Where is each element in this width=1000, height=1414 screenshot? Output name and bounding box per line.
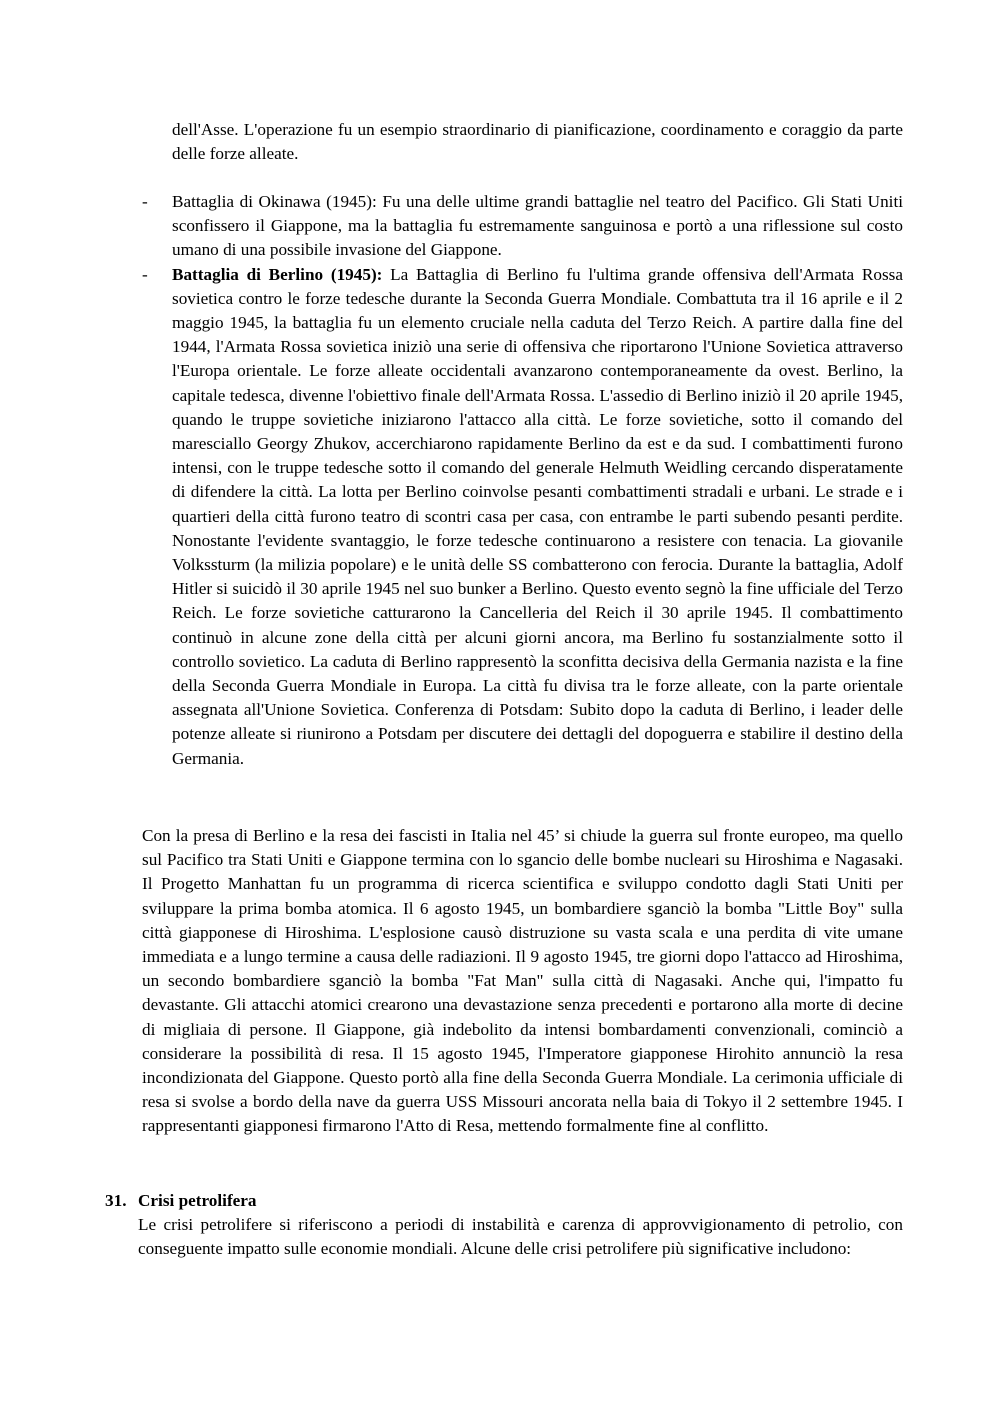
list-item-title: Battaglia di Berlino (1945): xyxy=(172,264,383,284)
list-item-text: Battaglia di Okinawa (1945): Fu una delle ultime grandi battaglie nel teatro del Pacifico. Gli Stati Uniti sconfissero il Giappone, ma la battaglia fu estremamente sanguinosa e portò a una riflessione sul costo umano di una possibile invasione del Giappone. xyxy=(172,192,903,260)
section-body: Le crisi petrolifere si riferiscono a periodi di instabilità e carenza di approvvigionamento di petrolio, con conseguente impatto sulle economie mondiali. Alcune delle crisi petrolifere più significative includono: xyxy=(138,1215,903,1259)
list-dash: - xyxy=(142,264,148,284)
list-item-okinawa xyxy=(142,190,903,263)
list-dash: - xyxy=(142,192,148,211)
continuation-text: dell'Asse. L'operazione fu un esempio straordinario di pianificazione, coordinamento e coraggio da parte delle forze alleate. xyxy=(172,120,903,164)
section-crisi-petrolifera xyxy=(105,1189,903,1262)
section-heading xyxy=(105,1189,903,1213)
section-number: 31. xyxy=(105,1191,127,1210)
list-item-text: La Battaglia di Berlino fu l'ultima grande offensiva dell'Armata Rossa sovietica contro le forze tedesche durante la Seconda Guerra Mondiale. Combattuta tra il 16 aprile e il 2 maggio 1945, la battaglia fu un elemento cruciale nella caduta del Terzo Reich. A partire dalla fine del 1944, l'Armata Rossa sovietica iniziò una serie di offensiva che riportarono l'Unione Sovietica attraverso l'Europa orientale. Le forze alleate occidentali avanzarono contemporaneamente da ovest. Berlino, la capitale tedesca, divenne l'obiettivo finale dell'Armata Rossa. L'assedio di Berlino iniziò il 20 aprile 1945, quando le truppe sovietiche iniziarono l'attacco alla città. Le forze sovietiche, sotto il comando del maresciallo Georgy Zhukov, accerchiarono rapidamente Berlino da est e da sud. I combattimenti furono intensi, con le truppe tedesche sotto il comando del generale Helmuth Weidling cercando disperatamente di difendere la città. La lotta per Berlino coinvolse pesanti combattimenti stradali e urbani. Le strade e i quartieri della città furono teatro di scontri casa per casa, con entrambe le parti subendo pesanti perdite. Nonostante l'evidente svantaggio, le forze tedesche continuarono a resistere con tenacia. La giovanile Volkssturm (la milizia popolare) e le unità delle SS combatterono con ferocia. Durante la battaglia, Adolf Hitler si suicidò il 30 aprile 1945 nel suo bunker a Berlino. Questo evento segnò la fine ufficiale del Terzo Reich. Le forze sovietiche catturarono la Cancelleria del Reich il 30 aprile 1945. Il combattimento continuò in alcune zone della città per alcuni giorni ancora, ma Berlino fu sostanzialmente sotto il controllo sovietico. La caduta di Berlino rappresentò la sconfitta decisiva della Germania nazista e la fine della Seconda Guerra Mondiale in Europa. La città fu divisa tra le forze alleate, con la parte orientale assegnata all'Unione Sovietica. Conferenza di Potsdam: Subito dopo la caduta di Berlino, i leader delle potenze alleate si riunirono a Potsdam per discutere dei dettagli del dopoguerra e stabilire il destino della Germania. xyxy=(172,264,903,768)
list-item-berlino xyxy=(142,263,903,771)
battle-list xyxy=(142,190,903,771)
body-paragraph: Con la presa di Berlino e la resa dei fascisti in Italia nel 45’ si chiude la guerra sul fronte europeo, ma quello sul Pacifico tra Stati Uniti e Giappone termina con lo sgancio delle bombe nucleari su Hiroshima e Nagasaki. Il Progetto Manhattan fu un programma di ricerca scientifica e sviluppo condotto dagli Stati Uniti per sviluppare la prima bomba atomica. Il 6 agosto 1945, un bombardiere sganciò la bomba "Little Boy" sulla città giapponese di Hiroshima. L'esplosione causò distruzione su vasta scala e una perdita di vite umane immediata e a lungo termine a causa delle radiazioni. Il 9 agosto 1945, tre giorni dopo l'attacco ad Hiroshima, un secondo bombardiere sganciò la bomba "Fat Man" sulla città di Nagasaki. Anche qui, l'impatto fu devastante. Gli attacchi atomici crearono una devastazione senza precedenti e portarono alla morte di decine di migliaia di persone. Il Giappone, già indebolito da intensi bombardamenti convenzionali, cominciò a considerare la possibilità di resa. Il 15 agosto 1945, l'Imperatore giapponese Hirohito annunciò la resa incondizionata del Giappone. Questo portò alla fine della Seconda Guerra Mondiale. La cerimonia ufficiale di resa si svolse a bordo della nave da guerra USS Missouri ancorata nella baia di Tokyo il 2 settembre 1945. I rappresentanti giapponesi firmarono l'Atto di Resa, mettendo formalmente fine al conflitto. xyxy=(142,826,903,1136)
section-title: Crisi petrolifera xyxy=(138,1191,257,1210)
